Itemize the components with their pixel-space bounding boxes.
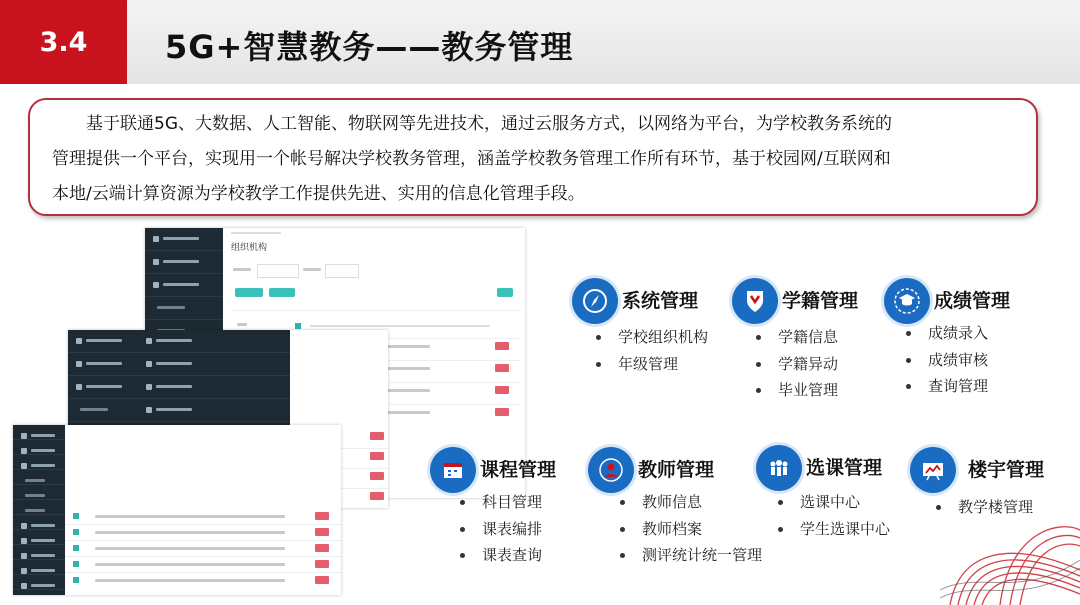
compass-icon (572, 278, 618, 324)
intro-line-1: 基于联通5G、大数据、人工智能、物联网等先进技术，通过云服务方式，以网络为平台，为学校教务系统的 (86, 114, 892, 134)
feature-item: 年级管理 (594, 351, 708, 378)
feature-item: 查询管理 (904, 373, 988, 400)
feature-item: 教师信息 (618, 489, 762, 516)
screenshot-page-title: 组织机构 (231, 243, 268, 253)
screenshot-small (13, 425, 341, 595)
feature-item: 成绩审核 (904, 347, 988, 374)
schedule-icon (430, 447, 476, 493)
feature-title: 选课管理 (806, 457, 883, 479)
feature-item: 课表编排 (458, 516, 542, 543)
feature-title: 学籍管理 (782, 290, 859, 312)
feature-title: 楼宇管理 (968, 459, 1045, 481)
decorative-knot-pattern (940, 510, 1080, 605)
building-board-icon (910, 447, 956, 493)
section-number: 3.4 (0, 0, 127, 84)
feature-title: 成绩管理 (934, 290, 1011, 312)
feature-item: 学籍异动 (754, 351, 838, 378)
feature-item: 学校组织机构 (594, 324, 708, 351)
intro-line-3: 本地/云端计算资源为学校教学工作提供先进、实用的信息化管理手段。 (52, 184, 585, 204)
intro-box (28, 98, 1038, 216)
feature-item: 课表查询 (458, 542, 542, 569)
feature-item: 学生选课中心 (776, 516, 890, 543)
graduate-icon (884, 278, 930, 324)
people-group-icon (756, 445, 802, 491)
teacher-icon (588, 447, 634, 493)
feature-item: 教学楼管理 (934, 494, 1033, 521)
feature-item: 毕业管理 (754, 377, 838, 404)
feature-item: 学籍信息 (754, 324, 838, 351)
feature-item: 成绩录入 (904, 320, 988, 347)
screenshot-sidebar-3 (13, 425, 65, 595)
feature-item: 教师档案 (618, 516, 762, 543)
feature-title: 课程管理 (480, 459, 557, 481)
feature-title: 教师管理 (638, 459, 715, 481)
intro-line-2: 管理提供一个平台，实现用一个帐号解决学校教务管理，涵盖学校教务管理工作所有环节，基于校园网/互联网和 (52, 149, 891, 169)
page-title: 5G+智慧教务——教务管理 (165, 28, 574, 66)
feature-title: 系统管理 (622, 290, 699, 312)
feature-item: 科目管理 (458, 489, 542, 516)
shield-badge-icon (732, 278, 778, 324)
feature-item: 选课中心 (776, 489, 890, 516)
feature-item: 测评统计统一管理 (618, 542, 762, 569)
